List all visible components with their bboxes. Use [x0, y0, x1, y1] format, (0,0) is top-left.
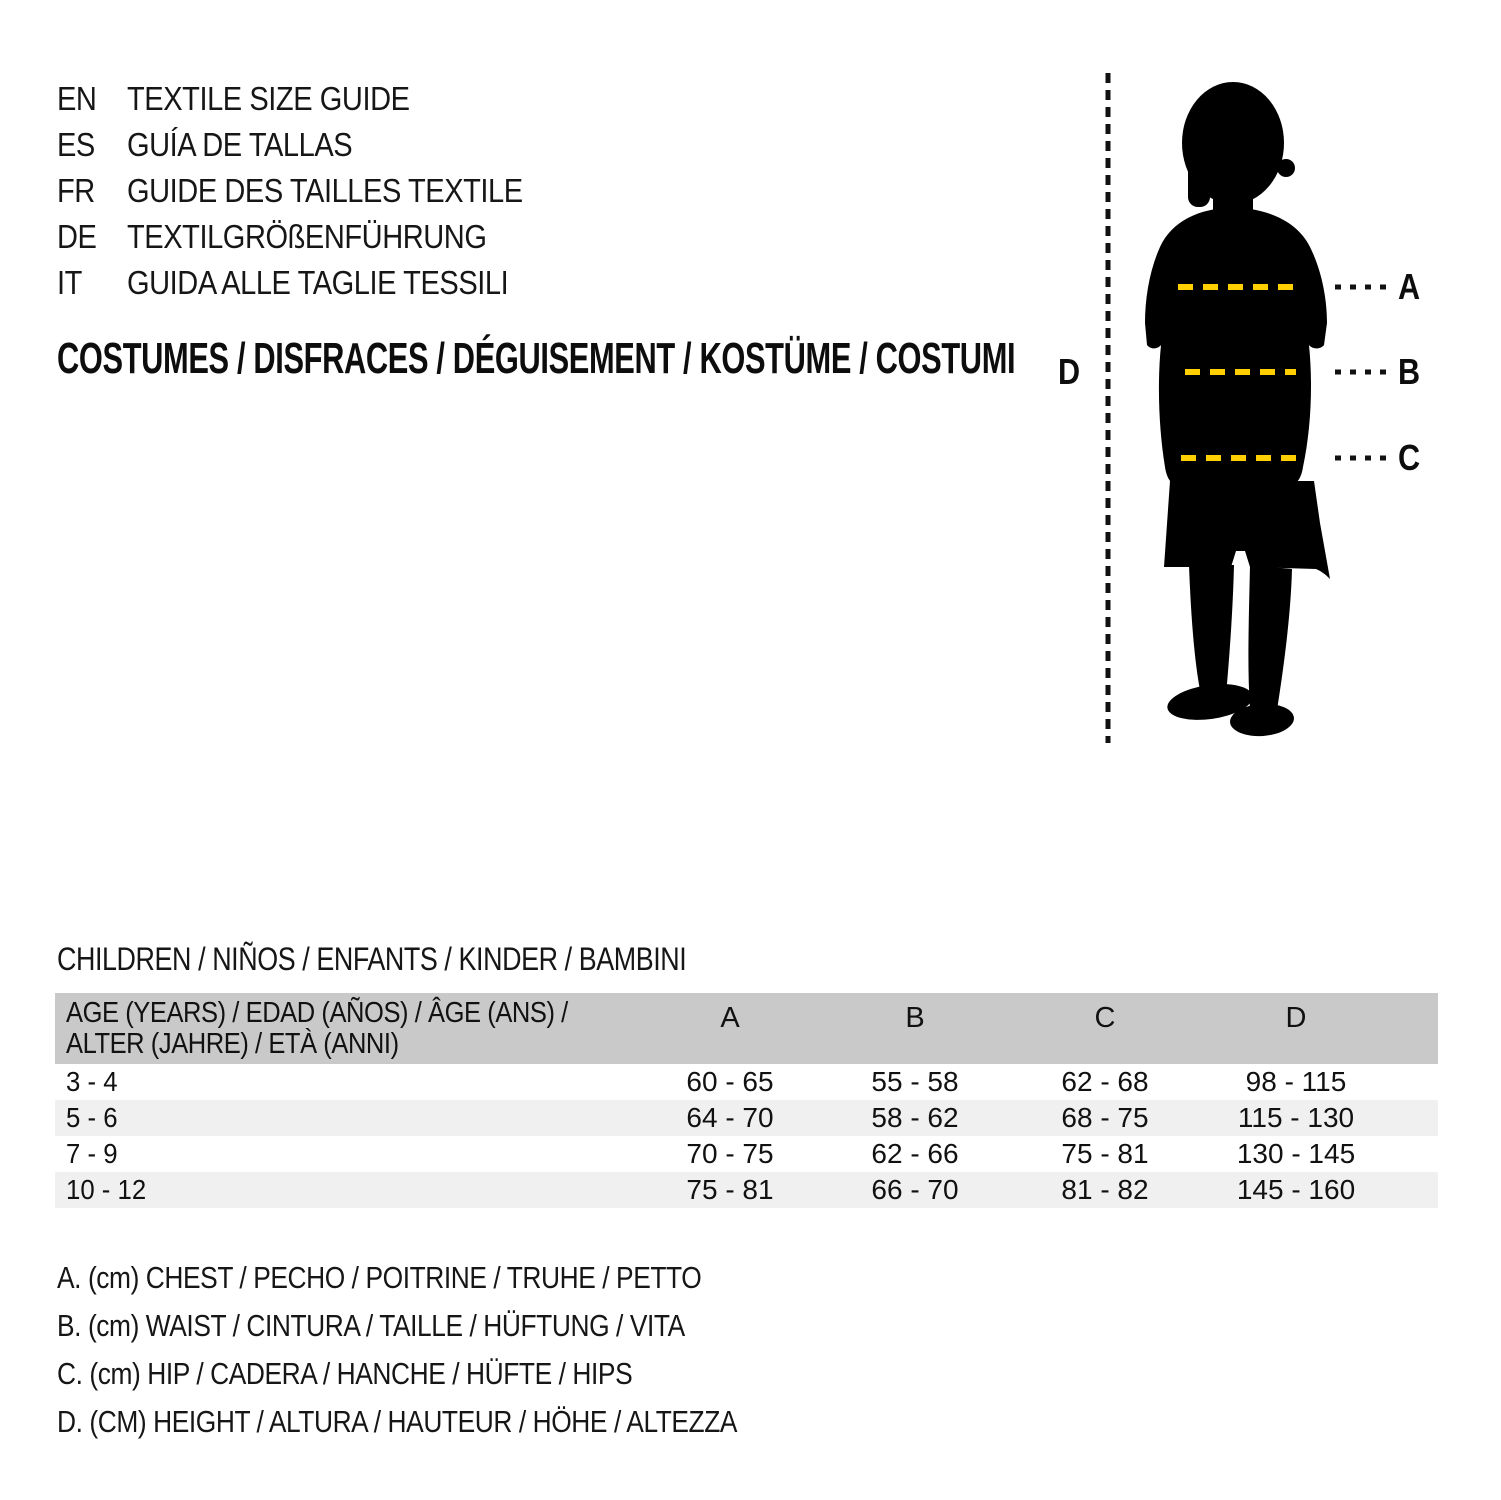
hip-range-cell: 75 - 81 — [1061, 1138, 1149, 1169]
column-header-d: D — [1285, 1002, 1307, 1034]
table-header-row — [55, 993, 1438, 1064]
age-column-header — [66, 998, 636, 1060]
column-header-a: A — [720, 1002, 740, 1034]
table-title: CHILDREN / NIÑOS / ENFANTS / KINDER / BAMBINI — [57, 941, 687, 977]
table-row — [55, 1172, 1438, 1208]
legend-height-text: D. (CM) HEIGHT / ALTURA / HAUTEUR / HÖHE / ALTEZZA — [57, 1404, 738, 1439]
hip-range-cell: 81 - 82 — [1061, 1174, 1149, 1205]
chest-range-cell: 64 - 70 — [686, 1102, 774, 1133]
legend-height — [57, 1398, 857, 1446]
table-row — [55, 1136, 1438, 1172]
language-list — [57, 76, 577, 306]
hip-range-cell: 68 - 75 — [1061, 1102, 1149, 1133]
column-header-b: B — [905, 1002, 925, 1034]
language-code: IT — [57, 264, 82, 301]
column-header-c: C — [1094, 1002, 1116, 1034]
legend-waist — [57, 1302, 857, 1350]
height-range-cell: 145 - 160 — [1236, 1174, 1356, 1205]
table-row — [55, 1100, 1438, 1136]
legend-hip-text: C. (cm) HIP / CADERA / HANCHE / HÜFTE / HIPS — [57, 1356, 633, 1391]
child-silhouette-figure — [1100, 55, 1410, 765]
chest-range-cell: 75 - 81 — [686, 1174, 774, 1205]
age-cell: 5 - 6 — [66, 1102, 118, 1133]
language-label: TEXTILE SIZE GUIDE — [127, 80, 410, 117]
language-label: GUIDE DES TAILLES TEXTILE — [127, 172, 523, 209]
chest-range-cell: 60 - 65 — [686, 1066, 774, 1097]
language-row-it — [57, 260, 577, 306]
legend-chest-text: A. (cm) CHEST / PECHO / POITRINE / TRUHE / PETTO — [57, 1260, 702, 1295]
language-row-fr — [57, 168, 577, 214]
language-row-es — [57, 122, 577, 168]
category-heading: COSTUMES / DISFRACES / DÉGUISEMENT / KOSTÜME / COSTUMI — [57, 334, 1016, 383]
language-code: DE — [57, 218, 97, 255]
legend-waist-text: B. (cm) WAIST / CINTURA / TAILLE / HÜFTUNG / VITA — [57, 1308, 685, 1343]
language-row-en — [57, 76, 577, 122]
age-header-line1: AGE (YEARS) / EDAD (AÑOS) / ÂGE (ANS) / — [66, 997, 568, 1029]
size-table — [55, 993, 1438, 1208]
waist-range-cell: 58 - 62 — [871, 1102, 959, 1133]
chest-label: A — [1398, 266, 1421, 307]
age-cell: 10 - 12 — [66, 1174, 147, 1205]
table-row — [55, 1064, 1438, 1100]
waist-range-cell: 55 - 58 — [871, 1066, 959, 1097]
waist-label: B — [1398, 351, 1421, 392]
chest-range-cell: 70 - 75 — [686, 1138, 774, 1169]
age-header-line2: ALTER (JAHRE) / ETÀ (ANNI) — [66, 1028, 399, 1060]
hip-label: C — [1398, 437, 1421, 478]
age-cell: 7 - 9 — [66, 1138, 118, 1169]
age-cell: 3 - 4 — [66, 1066, 118, 1097]
language-code: FR — [57, 172, 95, 209]
height-range-cell: 115 - 130 — [1237, 1102, 1355, 1133]
waist-range-cell: 66 - 70 — [871, 1174, 959, 1205]
language-label: GUÍA DE TALLAS — [127, 126, 353, 163]
child-silhouette — [1145, 82, 1330, 738]
height-range-cell: 130 - 145 — [1236, 1138, 1356, 1169]
legend-hip — [57, 1350, 857, 1398]
height-label: D — [1058, 351, 1081, 392]
legend-chest — [57, 1254, 857, 1302]
language-row-de — [57, 214, 577, 260]
language-label: TEXTILGRÖßENFÜHRUNG — [127, 218, 487, 255]
waist-range-cell: 62 - 66 — [871, 1138, 959, 1169]
language-label: GUIDA ALLE TAGLIE TESSILI — [127, 264, 509, 301]
height-range-cell: 98 - 115 — [1245, 1066, 1347, 1097]
language-code: EN — [57, 80, 97, 117]
measurement-legend — [57, 1254, 857, 1446]
hip-range-cell: 62 - 68 — [1061, 1066, 1149, 1097]
language-code: ES — [57, 126, 95, 163]
